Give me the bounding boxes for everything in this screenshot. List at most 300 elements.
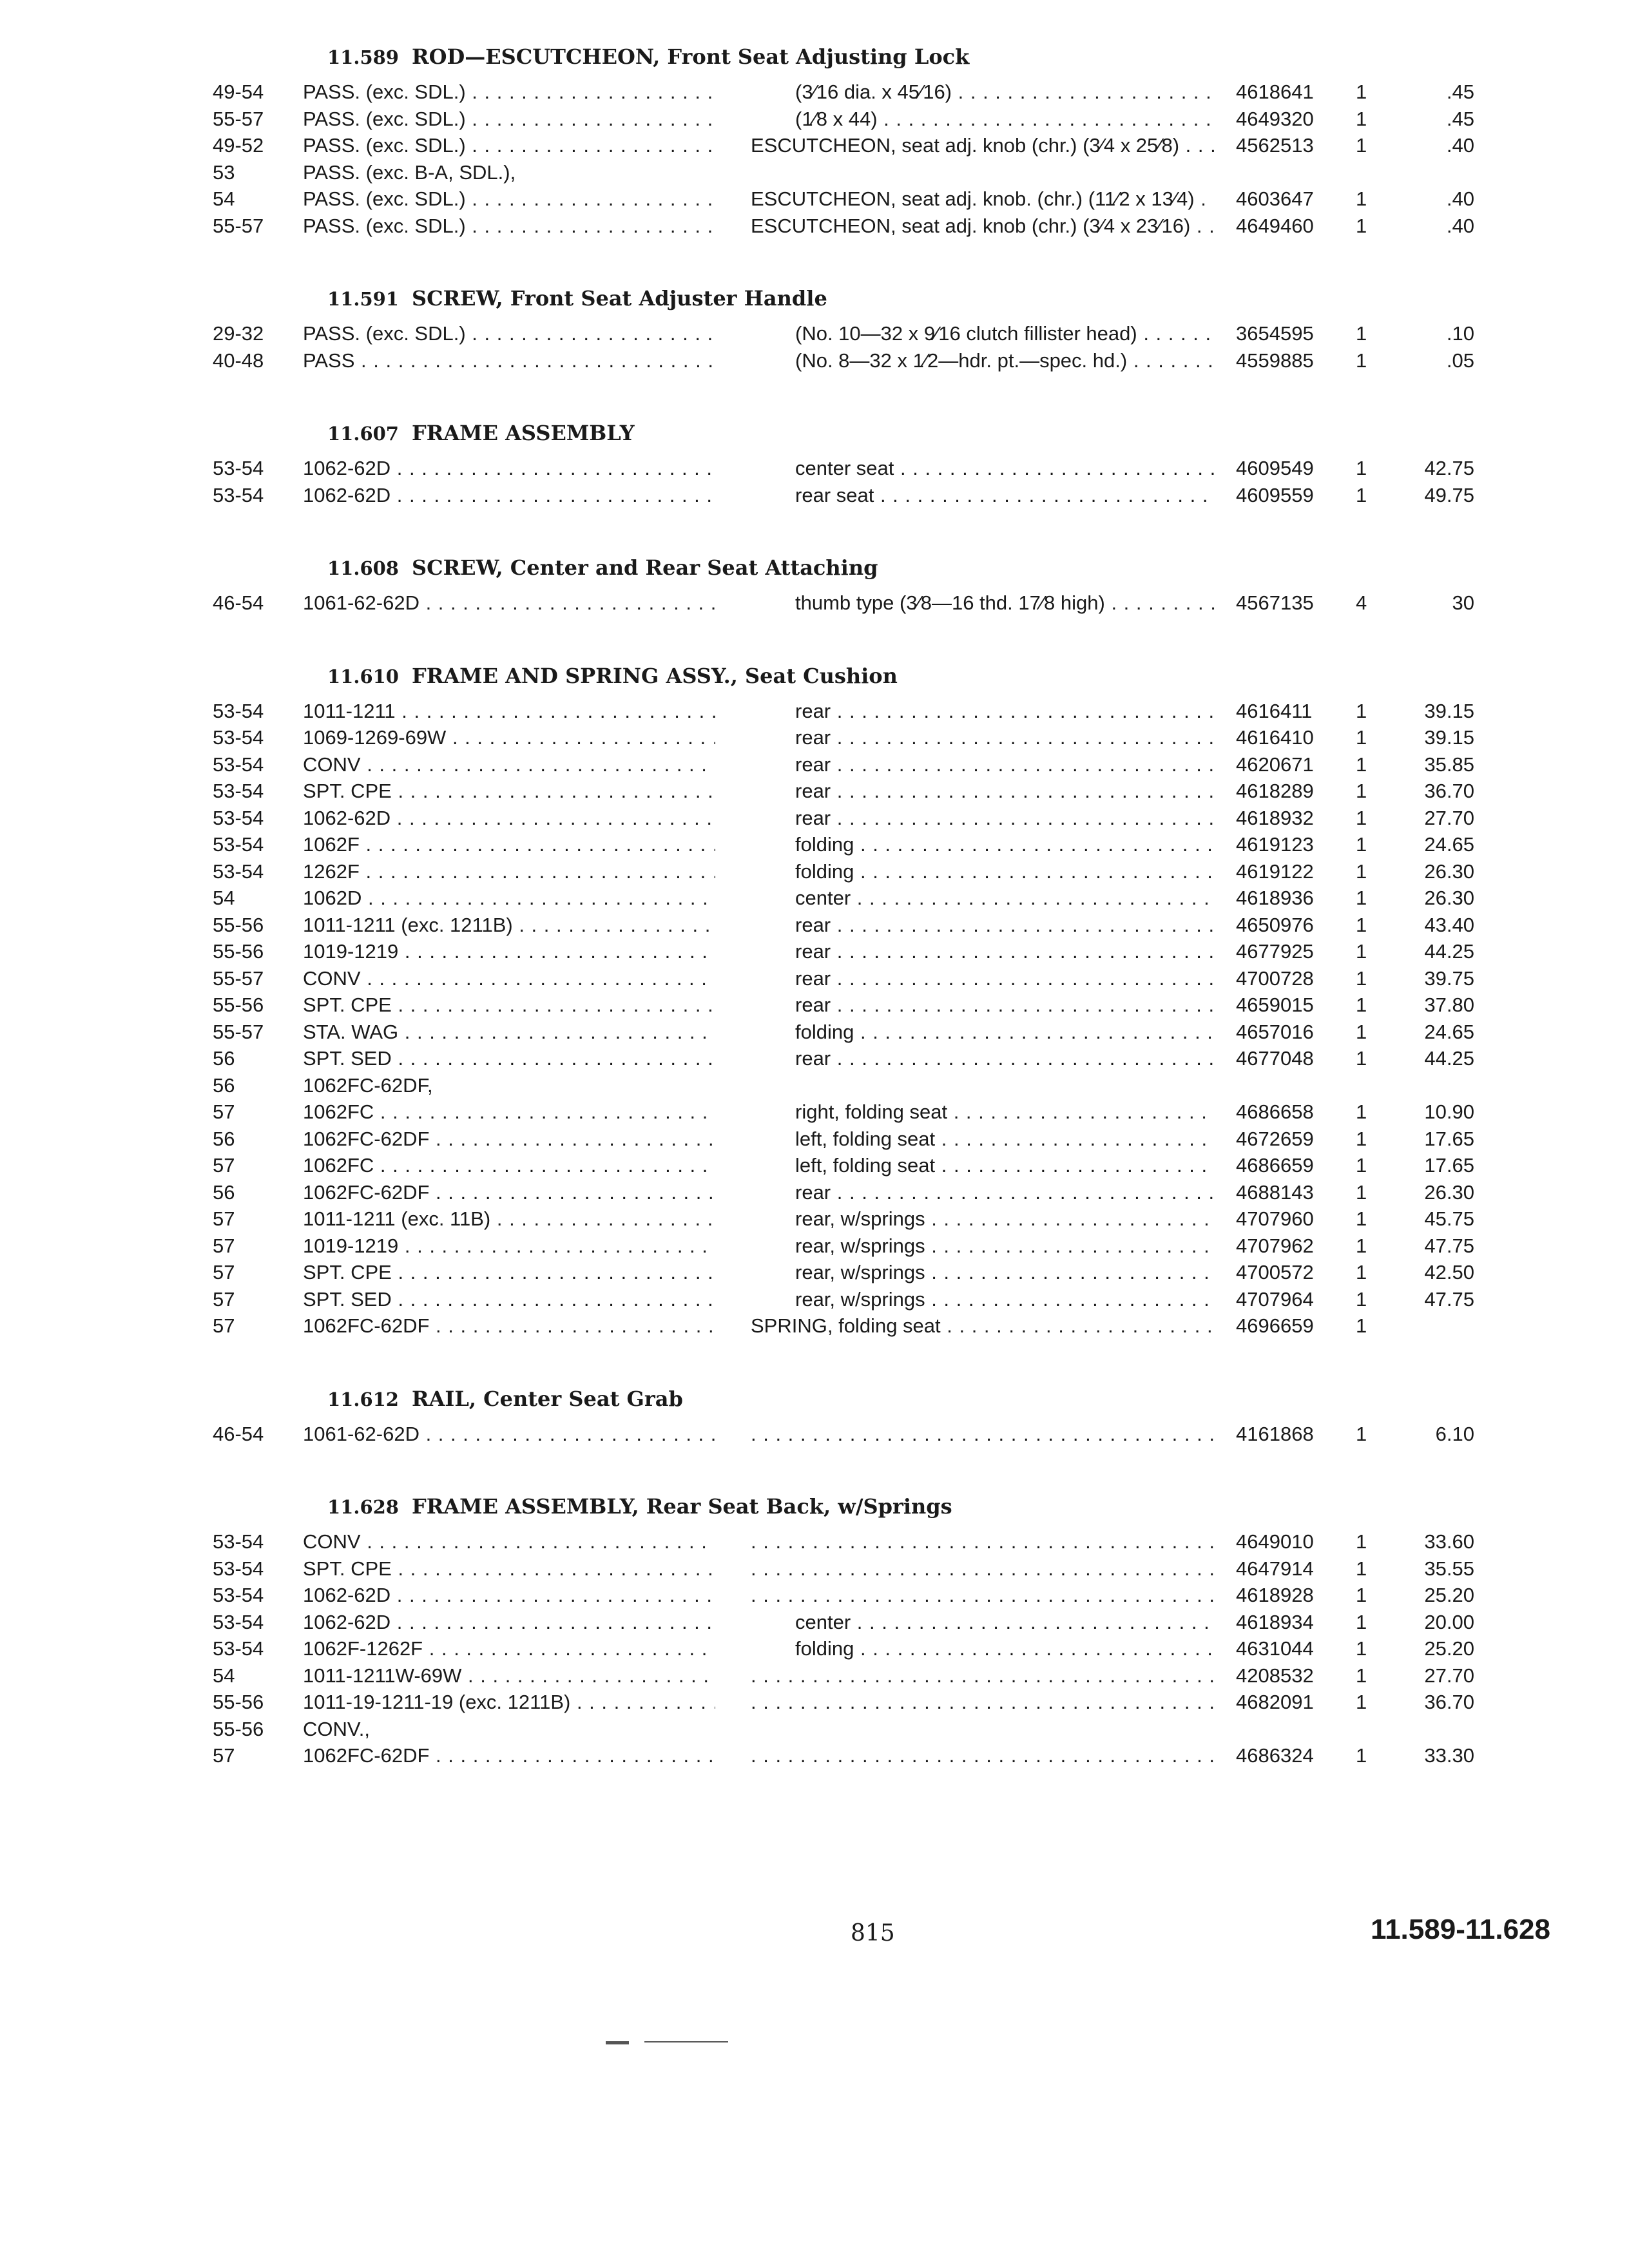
- description-cell: rear . . .: [795, 805, 1215, 832]
- quantity-cell: 1: [1356, 107, 1367, 130]
- price-cell: .40: [1446, 214, 1474, 237]
- description-cell: (3⁄16 dia. x 45⁄16) . . .: [795, 79, 1215, 106]
- description-cell: (No. 8—32 x 1⁄2—hdr. pt.—spec. hd.) . . .: [795, 347, 1215, 374]
- table-row: [0, 1635, 1629, 1662]
- section-heading: [327, 414, 1629, 452]
- price-cell: 6.10: [1435, 1422, 1474, 1445]
- price-cell: 27.70: [1424, 806, 1474, 829]
- year-cell: 53-54: [213, 483, 264, 506]
- year-cell: 40-48: [213, 349, 264, 372]
- section-number: 11.607: [327, 423, 399, 445]
- model-cell: STA. WAG . . .: [303, 1019, 715, 1046]
- year-cell: 53-54: [213, 1610, 264, 1633]
- price-cell: 39.75: [1424, 966, 1474, 990]
- table-row: [0, 482, 1629, 509]
- model-cell: 1069-1269-69W . . .: [303, 724, 715, 751]
- quantity-cell: 1: [1356, 1261, 1367, 1283]
- section-title: RAIL, Center Seat Grab: [412, 1386, 683, 1411]
- table-row: [0, 885, 1629, 912]
- description-cell: thumb type (3⁄8—16 thd. 17⁄8 high) . . .: [795, 590, 1215, 617]
- description-cell: rear . . .: [795, 912, 1215, 939]
- part-number-cell: 4616410: [1236, 726, 1314, 749]
- parts-rows: [0, 1421, 1629, 1448]
- quantity-cell: 1: [1356, 214, 1367, 237]
- year-cell: 55-56: [213, 994, 264, 1016]
- year-cell: 53-54: [213, 1637, 264, 1660]
- model-cell: 1011-1211 . . .: [303, 698, 715, 725]
- model-cell: SPT. CPE . . .: [303, 1555, 715, 1582]
- table-row: [0, 1742, 1629, 1769]
- description-cell: (1⁄8 x 44) . . .: [795, 106, 1215, 133]
- quantity-cell: 1: [1356, 913, 1367, 936]
- part-number-cell: 4618936: [1236, 887, 1314, 909]
- part-number-cell: 4559885: [1236, 349, 1314, 372]
- year-cell: 55-56: [213, 940, 264, 963]
- description-cell: left, folding seat . . .: [795, 1126, 1215, 1153]
- model-cell: 1061-62-62D . . .: [303, 1421, 715, 1448]
- model-cell: 1011-1211 (exc. 11B) . . .: [303, 1206, 715, 1233]
- leader-dots: [751, 1689, 1215, 1716]
- part-number-cell: 4649010: [1236, 1530, 1314, 1553]
- price-cell: 49.75: [1424, 483, 1474, 506]
- quantity-cell: 1: [1356, 1744, 1367, 1767]
- part-number-cell: 4619122: [1236, 860, 1314, 883]
- year-cell: 53-54: [213, 780, 264, 802]
- part-number-cell: 4649320: [1236, 107, 1314, 130]
- quantity-cell: 1: [1356, 1691, 1367, 1713]
- parts-rows: [0, 79, 1629, 239]
- price-cell: .45: [1446, 81, 1474, 103]
- quantity-cell: 1: [1356, 1154, 1367, 1177]
- table-row: [0, 1179, 1629, 1206]
- year-cell: 53-54: [213, 806, 264, 829]
- year-cell: 55-56: [213, 1691, 264, 1713]
- table-row: [0, 1421, 1629, 1448]
- part-number-cell: 4677925: [1236, 940, 1314, 963]
- table-row: [0, 858, 1629, 885]
- model-cell: PASS . . .: [303, 347, 715, 374]
- table-row: [0, 159, 1629, 186]
- part-number-cell: 3654595: [1236, 322, 1314, 345]
- model-cell: 1062F . . .: [303, 831, 715, 858]
- model-cell: 1062FC . . .: [303, 1152, 715, 1179]
- section-heading: [327, 548, 1629, 587]
- section-number: 11.610: [327, 665, 399, 687]
- part-number-cell: 4686659: [1236, 1154, 1314, 1177]
- table-row: [0, 698, 1629, 725]
- part-number-cell: 4603647: [1236, 187, 1314, 210]
- section-title: ROD—ESCUTCHEON, Front Seat Adjusting Lock: [412, 44, 970, 69]
- table-row: [0, 805, 1629, 832]
- section-title: FRAME AND SPRING ASSY., Seat Cushion: [412, 663, 898, 688]
- quantity-cell: 1: [1356, 1234, 1367, 1257]
- table-row: [0, 724, 1629, 751]
- table-row: [0, 1286, 1629, 1313]
- description-cell: rear . . .: [795, 992, 1215, 1019]
- year-cell: 53-54: [213, 457, 264, 479]
- quantity-cell: 1: [1356, 1314, 1367, 1337]
- model-cell: PASS. (exc. SDL.) . . .: [303, 79, 715, 106]
- table-row: [0, 347, 1629, 374]
- table-row: [0, 938, 1629, 965]
- price-cell: 26.30: [1424, 887, 1474, 909]
- year-cell: 53-54: [213, 726, 264, 749]
- description-cell: rear . . .: [795, 1045, 1215, 1072]
- year-cell: 57: [213, 1261, 235, 1283]
- year-cell: 53-54: [213, 1530, 264, 1553]
- model-cell: 1062FC . . .: [303, 1099, 715, 1126]
- part-number-cell: 4562513: [1236, 134, 1314, 157]
- quantity-cell: 1: [1356, 699, 1367, 722]
- quantity-cell: 1: [1356, 187, 1367, 210]
- leader-dots: [751, 1421, 1215, 1448]
- year-cell: 57: [213, 1744, 235, 1767]
- price-cell: 35.55: [1424, 1557, 1474, 1580]
- price-cell: .05: [1446, 349, 1474, 372]
- price-cell: 26.30: [1424, 860, 1474, 883]
- table-row: [0, 1045, 1629, 1072]
- year-cell: 57: [213, 1207, 235, 1230]
- section-title: SCREW, Center and Rear Seat Attaching: [412, 555, 878, 580]
- table-row: [0, 1528, 1629, 1555]
- year-cell: 55-56: [213, 913, 264, 936]
- year-cell: 56: [213, 1127, 235, 1150]
- quantity-cell: 1: [1356, 1610, 1367, 1633]
- parts-list: [0, 37, 1629, 1769]
- price-cell: 24.65: [1424, 1020, 1474, 1043]
- description-cell: rear, w/springs . . .: [795, 1233, 1215, 1260]
- description-cell: right, folding seat . . .: [795, 1099, 1215, 1126]
- quantity-cell: 1: [1356, 134, 1367, 157]
- part-number-cell: 4672659: [1236, 1127, 1314, 1150]
- quantity-cell: 1: [1356, 322, 1367, 345]
- section-11-591: [0, 279, 1629, 374]
- parts-rows: [0, 455, 1629, 508]
- year-cell: 49-54: [213, 81, 264, 103]
- year-cell: 55-57: [213, 107, 264, 130]
- model-cell: 1062-62D . . .: [303, 1582, 715, 1609]
- part-number-cell: 4618934: [1236, 1610, 1314, 1633]
- model-cell: SPT. SED . . .: [303, 1286, 715, 1313]
- section-number: 11.608: [327, 557, 399, 579]
- part-number-cell: 4707960: [1236, 1207, 1314, 1230]
- year-cell: 53-54: [213, 753, 264, 776]
- section-11-607: [0, 414, 1629, 508]
- model-cell: CONV . . .: [303, 1528, 715, 1555]
- model-cell: 1062FC-62DF . . .: [303, 1179, 715, 1206]
- price-cell: 25.20: [1424, 1584, 1474, 1606]
- price-cell: 17.65: [1424, 1154, 1474, 1177]
- year-cell: 57: [213, 1234, 235, 1257]
- model-cell: CONV.,: [303, 1717, 370, 1740]
- quantity-cell: 1: [1356, 81, 1367, 103]
- table-row: [0, 1662, 1629, 1689]
- quantity-cell: 1: [1356, 726, 1367, 749]
- part-number-cell: 4618641: [1236, 81, 1314, 103]
- section-heading: [327, 1379, 1629, 1418]
- price-cell: 17.65: [1424, 1127, 1474, 1150]
- description-cell: (No. 10—32 x 9⁄16 clutch fillister head) . . .: [795, 320, 1215, 347]
- part-number-cell: 4649460: [1236, 214, 1314, 237]
- table-row: [0, 1233, 1629, 1260]
- leader-dots: [751, 1528, 1215, 1555]
- quantity-cell: 1: [1356, 1127, 1367, 1150]
- description-cell: rear . . .: [795, 698, 1215, 725]
- parts-rows: [0, 698, 1629, 1340]
- description-cell: ESCUTCHEON, seat adj. knob (chr.) (3⁄4 x 23⁄16) . . .: [751, 213, 1215, 240]
- section-title: FRAME ASSEMBLY, Rear Seat Back, w/Springs: [412, 1494, 952, 1519]
- price-cell: 25.20: [1424, 1637, 1474, 1660]
- price-cell: 42.50: [1424, 1261, 1474, 1283]
- description-cell: rear seat . . .: [795, 482, 1215, 509]
- quantity-cell: 1: [1356, 349, 1367, 372]
- model-cell: SPT. CPE . . .: [303, 992, 715, 1019]
- model-cell: 1062F-1262F . . .: [303, 1635, 715, 1662]
- description-cell: ESCUTCHEON, seat adj. knob (chr.) (3⁄4 x 25⁄8) . . .: [751, 132, 1215, 159]
- model-cell: PASS. (exc. SDL.) . . .: [303, 213, 715, 240]
- description-cell: center . . .: [795, 1609, 1215, 1636]
- parts-rows: [0, 590, 1629, 617]
- section-11-610: [0, 657, 1629, 1340]
- section-heading: [327, 37, 1629, 76]
- price-cell: 42.75: [1424, 457, 1474, 479]
- quantity-cell: 1: [1356, 994, 1367, 1016]
- part-number-cell: 4618289: [1236, 780, 1314, 802]
- year-cell: 54: [213, 1664, 235, 1687]
- table-row: [0, 590, 1629, 617]
- year-cell: 49-52: [213, 134, 264, 157]
- model-cell: 1011-1211W-69W . . .: [303, 1662, 715, 1689]
- section-heading: [327, 279, 1629, 318]
- parts-rows: [0, 1528, 1629, 1769]
- year-cell: 55-57: [213, 1020, 264, 1043]
- model-cell: 1062-62D . . .: [303, 455, 715, 482]
- description-cell: ESCUTCHEON, seat adj. knob. (chr.) (11⁄2 x 13⁄4) . . .: [751, 186, 1215, 213]
- section-11-628: [0, 1487, 1629, 1769]
- year-cell: 57: [213, 1154, 235, 1177]
- table-row: [0, 1019, 1629, 1046]
- section-range: 11.589-11.628: [1371, 1914, 1550, 1945]
- year-cell: 55-57: [213, 214, 264, 237]
- table-row: [0, 106, 1629, 133]
- model-cell: 1262F . . .: [303, 858, 715, 885]
- year-cell: 55-57: [213, 966, 264, 990]
- quantity-cell: 1: [1356, 966, 1367, 990]
- part-number-cell: 4208532: [1236, 1664, 1314, 1687]
- table-row: [0, 1126, 1629, 1153]
- year-cell: 46-54: [213, 1422, 264, 1445]
- description-cell: folding . . .: [795, 831, 1215, 858]
- year-cell: 53-54: [213, 1584, 264, 1606]
- leader-dots: [751, 1582, 1215, 1609]
- part-number-cell: 4707962: [1236, 1234, 1314, 1257]
- part-number-cell: 4619123: [1236, 833, 1314, 856]
- table-row: [0, 186, 1629, 213]
- quantity-cell: 1: [1356, 753, 1367, 776]
- model-cell: 1062FC-62DF . . .: [303, 1126, 715, 1153]
- description-cell: rear . . .: [795, 965, 1215, 992]
- section-title: SCREW, Front Seat Adjuster Handle: [412, 286, 827, 311]
- model-cell: 1011-1211 (exc. 1211B) . . .: [303, 912, 715, 939]
- price-cell: 47.75: [1424, 1234, 1474, 1257]
- section-11-589: [0, 37, 1629, 239]
- part-number-cell: 4618932: [1236, 806, 1314, 829]
- table-row: [0, 912, 1629, 939]
- quantity-cell: 4: [1356, 591, 1367, 614]
- price-cell: 33.60: [1424, 1530, 1474, 1553]
- table-row: [0, 132, 1629, 159]
- part-number-cell: 4688143: [1236, 1180, 1314, 1204]
- table-row: [0, 992, 1629, 1019]
- part-number-cell: 4650976: [1236, 913, 1314, 936]
- model-cell: CONV . . .: [303, 751, 715, 778]
- table-row: [0, 1312, 1629, 1340]
- year-cell: 55-56: [213, 1717, 264, 1740]
- price-cell: .40: [1446, 134, 1474, 157]
- year-cell: 54: [213, 187, 235, 210]
- year-cell: 29-32: [213, 322, 264, 345]
- description-cell: rear, w/springs . . .: [795, 1206, 1215, 1233]
- table-row: [0, 213, 1629, 240]
- leader-dots: [751, 1555, 1215, 1582]
- table-row: [0, 79, 1629, 106]
- quantity-cell: 1: [1356, 780, 1367, 802]
- section-heading: [327, 1487, 1629, 1526]
- model-cell: 1019-1219 . . .: [303, 938, 715, 965]
- part-number-cell: 4677048: [1236, 1047, 1314, 1070]
- quantity-cell: 1: [1356, 1020, 1367, 1043]
- page-number: 815: [851, 1920, 895, 1946]
- price-cell: 47.75: [1424, 1287, 1474, 1311]
- table-row: [0, 1689, 1629, 1716]
- leader-dots: [751, 1742, 1215, 1769]
- part-number-cell: 4161868: [1236, 1422, 1314, 1445]
- price-cell: .40: [1446, 187, 1474, 210]
- part-number-cell: 4659015: [1236, 994, 1314, 1016]
- table-row: [0, 751, 1629, 778]
- price-cell: 36.70: [1424, 1691, 1474, 1713]
- table-row: [0, 1555, 1629, 1582]
- year-cell: 56: [213, 1180, 235, 1204]
- quantity-cell: 1: [1356, 1557, 1367, 1580]
- model-cell: PASS. (exc. SDL.) . . .: [303, 320, 715, 347]
- section-number: 11.589: [327, 46, 399, 68]
- quantity-cell: 1: [1356, 1584, 1367, 1606]
- part-number-cell: 4616411: [1236, 699, 1313, 722]
- part-number-cell: 4700572: [1236, 1261, 1314, 1283]
- price-cell: 10.90: [1424, 1100, 1474, 1123]
- price-cell: 44.25: [1424, 1047, 1474, 1070]
- description-cell: rear . . .: [795, 778, 1215, 805]
- description-cell: rear . . .: [795, 1179, 1215, 1206]
- description-cell: rear . . .: [795, 751, 1215, 778]
- model-cell: CONV . . .: [303, 965, 715, 992]
- price-cell: 20.00: [1424, 1610, 1474, 1633]
- part-number-cell: 4618928: [1236, 1584, 1314, 1606]
- part-number-cell: 4707964: [1236, 1287, 1314, 1311]
- year-cell: 46-54: [213, 591, 264, 614]
- section-title: FRAME ASSEMBLY: [412, 421, 635, 445]
- price-cell: 24.65: [1424, 833, 1474, 856]
- model-cell: 1062-62D . . .: [303, 482, 715, 509]
- part-number-cell: 4657016: [1236, 1020, 1314, 1043]
- section-number: 11.628: [327, 1496, 399, 1518]
- quantity-cell: 1: [1356, 1047, 1367, 1070]
- part-number-cell: 4609559: [1236, 483, 1314, 506]
- description-cell: folding . . .: [795, 858, 1215, 885]
- parts-rows: [0, 320, 1629, 374]
- part-number-cell: 4647914: [1236, 1557, 1314, 1580]
- year-cell: 53: [213, 160, 235, 184]
- model-cell: 1019-1219 . . .: [303, 1233, 715, 1260]
- section-heading: [327, 657, 1629, 695]
- leader-dots: [751, 1662, 1215, 1689]
- model-cell: 1062FC-62DF,: [303, 1073, 433, 1097]
- quantity-cell: 1: [1356, 887, 1367, 909]
- part-number-cell: 4609549: [1236, 457, 1314, 479]
- table-row: [0, 1716, 1629, 1743]
- model-cell: 1062-62D . . .: [303, 1609, 715, 1636]
- table-row: [0, 965, 1629, 992]
- price-cell: .10: [1446, 322, 1474, 345]
- price-cell: 43.40: [1424, 913, 1474, 936]
- scan-mark: [606, 2041, 629, 2044]
- price-cell: 30: [1452, 591, 1474, 614]
- description-cell: left, folding seat . . .: [795, 1152, 1215, 1179]
- section-number: 11.591: [327, 288, 399, 310]
- table-row: [0, 320, 1629, 347]
- part-number-cell: 4631044: [1236, 1637, 1314, 1660]
- quantity-cell: 1: [1356, 483, 1367, 506]
- table-row: [0, 1206, 1629, 1233]
- description-cell: folding . . .: [795, 1635, 1215, 1662]
- year-cell: 53-54: [213, 860, 264, 883]
- table-row: [0, 1152, 1629, 1179]
- price-cell: 45.75: [1424, 1207, 1474, 1230]
- price-cell: 39.15: [1424, 726, 1474, 749]
- part-number-cell: 4700728: [1236, 966, 1314, 990]
- price-cell: .45: [1446, 107, 1474, 130]
- section-11-608: [0, 548, 1629, 617]
- table-row: [0, 1072, 1629, 1099]
- price-cell: 36.70: [1424, 780, 1474, 802]
- price-cell: 27.70: [1424, 1664, 1474, 1687]
- section-number: 11.612: [327, 1388, 399, 1410]
- quantity-cell: 1: [1356, 1422, 1367, 1445]
- price-cell: 33.30: [1424, 1744, 1474, 1767]
- year-cell: 56: [213, 1073, 235, 1097]
- price-cell: 39.15: [1424, 699, 1474, 722]
- year-cell: 57: [213, 1314, 235, 1337]
- quantity-cell: 1: [1356, 833, 1367, 856]
- description-cell: rear, w/springs . . .: [795, 1286, 1215, 1313]
- price-cell: 26.30: [1424, 1180, 1474, 1204]
- part-number-cell: 4696659: [1236, 1314, 1314, 1337]
- model-cell: PASS. (exc. SDL.) . . .: [303, 186, 715, 213]
- year-cell: 56: [213, 1047, 235, 1070]
- year-cell: 57: [213, 1287, 235, 1311]
- scan-mark: [644, 2041, 728, 2042]
- price-cell: 35.85: [1424, 753, 1474, 776]
- quantity-cell: 1: [1356, 1664, 1367, 1687]
- model-cell: 1062FC-62DF . . .: [303, 1742, 715, 1769]
- description-cell: rear . . .: [795, 938, 1215, 965]
- model-cell: SPT. CPE . . .: [303, 778, 715, 805]
- table-row: [0, 831, 1629, 858]
- quantity-cell: 1: [1356, 1287, 1367, 1311]
- price-cell: 44.25: [1424, 940, 1474, 963]
- year-cell: 53-54: [213, 833, 264, 856]
